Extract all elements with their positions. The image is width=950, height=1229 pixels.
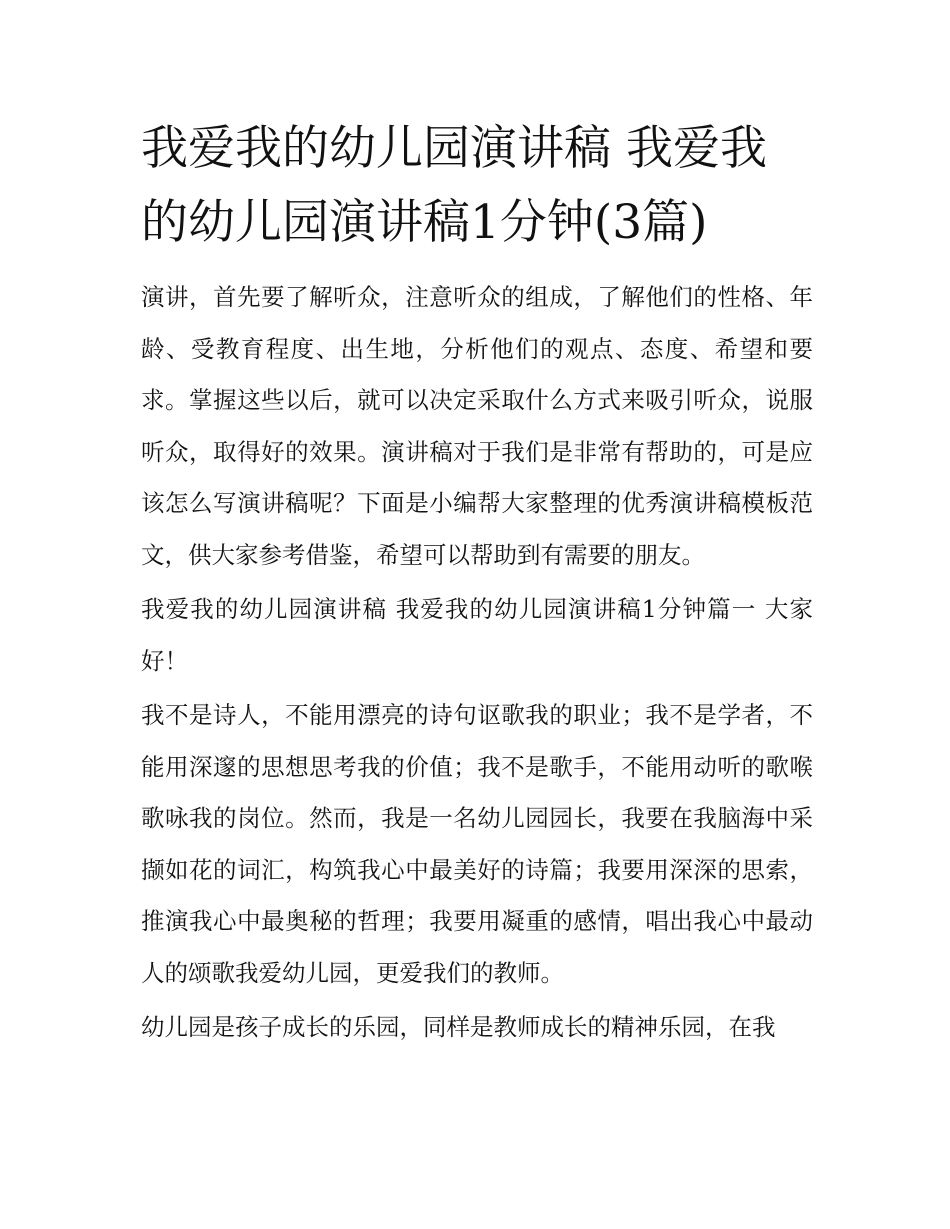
body-paragraph: 幼儿园是孩子成长的乐园，同样是教师成长的精神乐园，在我 [141,1013,776,1041]
document-body [141,112,813,1057]
body-paragraph: 我不是诗人，不能用漂亮的诗句讴歌我的职业；我不是学者，不能用深邃的思想思考我的价值；我不是歌手，不能用动听的歌喉歌咏我的岗位。然而，我是一名幼儿园园长，我要在我脑海中采撷如花的词汇，构筑我心中最美好的诗篇；我要用深深的思索，推演我心中最奥秘的哲理；我要用凝重的感情，唱出我心中最动人的颂歌我爱幼儿园，更爱我们的教师。 [141,701,813,987]
intro-paragraph: 演讲，首先要了解听众，注意听众的组成，了解他们的性格、年龄、受教育程度、出生地，分析他们的观点、态度、希望和要求。掌握这些以后，就可以决定采取什么方式来吸引听众，说服听众，取得好的效果。演讲稿对于我们是非常有帮助的，可是应该怎么写演讲稿呢？下面是小编帮大家整理的优秀演讲稿模板范文，供大家参考借鉴，希望可以帮助到有需要的朋友。 [141,283,813,569]
document-title: 我爱我的幼儿园演讲稿 我爱我的幼儿园演讲稿1分钟(3篇) [141,121,767,250]
section-heading-paragraph: 我爱我的幼儿园演讲稿 我爱我的幼儿园演讲稿1分钟篇一 大家好！ [141,595,813,675]
